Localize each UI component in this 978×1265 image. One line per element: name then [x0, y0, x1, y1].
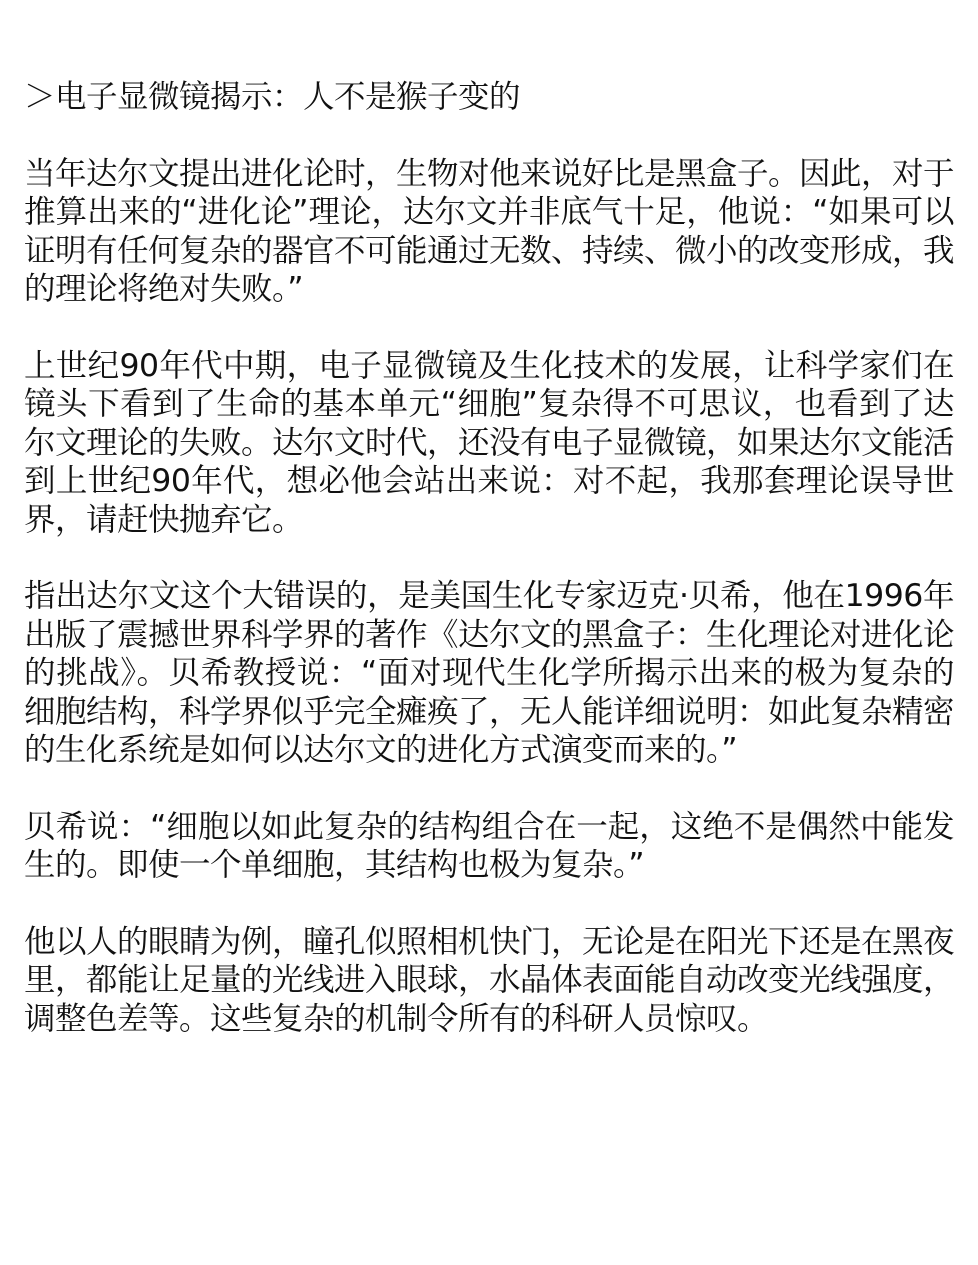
- article-title: ＞电子显微镜揭示：人不是猴子变的: [24, 79, 521, 115]
- paragraph-behe-book: 指出达尔文这个大错误的，是美国生化专家迈克·贝希，他在1996年出版了震撼世界科学界的著作《达尔文的黑盒子：生化理论对进化论的挑战》。贝希教授说：“面对现代生化学所揭示出来的极为复杂的细胞结构，科学界似乎完全瘫痪了，无人能详细说明：如此复杂精密的生化系统是如何以达尔文的进化方式演变而来的。”: [24, 578, 955, 768]
- paragraph-electron-microscope: 上世纪90年代中期，电子显微镜及生化技术的发展，让科学家们在镜头下看到了生命的基本单元“细胞”复杂得不可思议，也看到了达尔文理论的失败。达尔文时代，还没有电子显微镜，如果达尔文能活到上世纪90年代，想必他会站出来说：对不起，我那套理论误导世界，请赶快抛弃它。: [24, 347, 955, 538]
- paragraph-darwin-black-box: 当年达尔文提出进化论时，生物对他来说好比是黑盒子。因此，对于推算出来的“进化论”理论，达尔文并非底气十足，他说：“如果可以证明有任何复杂的器官不可能通过无数、持续、微小的改变形成，我的理论将绝对失败。”: [24, 155, 955, 307]
- article: [24, 78, 954, 1076]
- paragraph-cell-complexity: 贝希说：“细胞以如此复杂的结构组合在一起，这绝不是偶然中能发生的。即使一个单细胞，其结构也极为复杂。”: [24, 808, 954, 883]
- paragraph-eye-example: 他以人的眼睛为例，瞳孔似照相机快门，无论是在阳光下还是在黑夜里，都能让足量的光线进入眼球，水晶体表面能自动改变光线强度，调整色差等。这些复杂的机制令所有的科研人员惊叹。: [24, 923, 955, 1037]
